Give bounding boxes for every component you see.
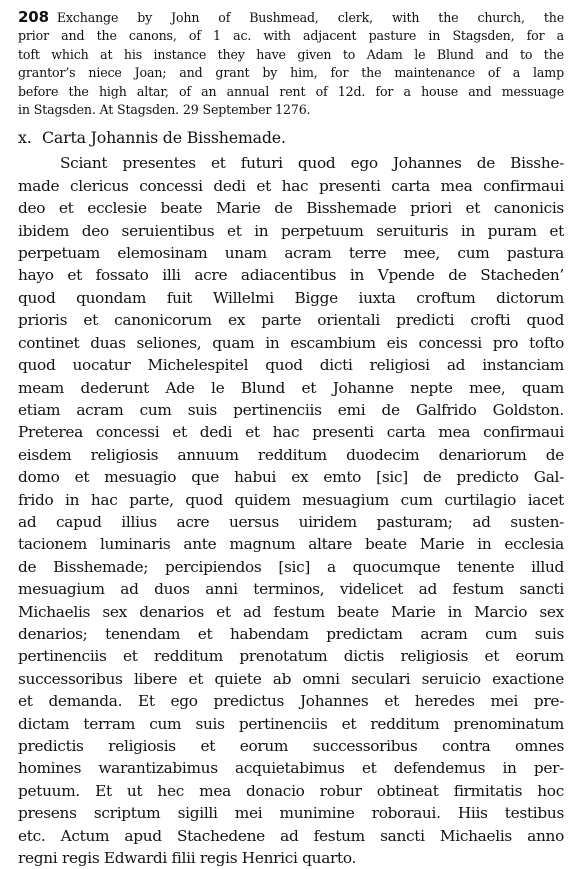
charter-line: etc. Actum apud Stachedene ad festum sancti Michaelis anno <box>18 826 564 845</box>
charter-line: domo et mesuagio que habui ex emto [sic] de predicto Gal- <box>18 468 564 487</box>
charter-line: mesuagium ad duos anni terminos, videlicet ad festum sancti <box>18 580 564 599</box>
summary-line: toft which at his instance they have given to Adam le Blund and to the <box>18 46 564 62</box>
charter-mark: x. <box>18 128 32 148</box>
charter-line: de Bisshemade; percipiendos [sic] a quocumque tenente illud <box>18 557 564 576</box>
charter-line: ad capud illius acre uersus uiridem pasturam; ad susten- <box>18 512 564 531</box>
charter-line: Preterea concessi et dedi et hac presenti carta mea confirmaui <box>18 423 564 442</box>
summary-line: in Stagsden. At Stagsden. 29 September 1276. <box>18 102 311 118</box>
charter-line: made clericus concessi dedi et hac presenti carta mea confirmaui <box>18 176 564 195</box>
summary-line: before the high altar, of an annual rent of 12d. for a house and messuage <box>18 83 564 99</box>
charter-line: homines warantizabimus acquietabimus et defendemus in per- <box>18 759 564 778</box>
charter-line: deo et ecclesie beate Marie de Bisshemade priori et canonicis <box>18 199 564 218</box>
charter-line: petuum. Et ut hec mea donacio robur obtineat firmitatis hoc <box>18 781 564 800</box>
charter-line: perpetuam elemosinam unam acram terre mee, cum pastura <box>18 244 564 263</box>
charter-line: frido in hac parte, quod quidem mesuagium cum curtilagio iacet <box>18 490 564 509</box>
charter-line: prioris et canonicorum ex parte orientali predicti crofti quod <box>18 311 564 330</box>
entry-number: 208 <box>18 8 49 26</box>
charter-line: meam dederunt Ade le Blund et Johanne nepte mee, quam <box>18 378 564 397</box>
document-page <box>18 8 564 869</box>
charter-line: presens scriptum sigilli mei munimine roboraui. Hiis testibus <box>18 804 564 823</box>
charter-line: denarios; tenendam et habendam predictam acram cum suis <box>18 624 564 643</box>
charter-title: Carta Johannis de Bisshemade. <box>42 128 286 148</box>
charter-line: quod uocatur Michelespitel quod dicti religiosi ad instanciam <box>18 356 564 375</box>
entry-summary <box>18 8 564 119</box>
charter-line: hayo et fossato illi acre adiacentibus in Vpende de Stacheden’ <box>18 266 564 285</box>
charter-line: quod quondam fuit Willelmi Bigge iuxta croftum dictorum <box>18 288 564 307</box>
charter-line: et demanda. Et ego predictus Johannes et heredes mei pre- <box>18 692 564 711</box>
charter-line: eisdem religiosis annuum redditum duodecim denariorum de <box>18 445 564 464</box>
charter-line: pertinenciis et redditum prenotatum dictis religiosis et eorum <box>18 647 564 666</box>
charter-line: etiam acram cum suis pertinenciis emi de Galfrido Goldston. <box>18 400 564 419</box>
charter-line: regni regis Edwardi filii regis Henrici quarto. <box>18 849 357 868</box>
charter-text <box>18 152 564 869</box>
charter-line: ibidem deo seruientibus et in perpetuum seruituris in puram et <box>18 221 564 240</box>
charter-line: predictis religiosis et eorum successoribus contra omnes <box>18 737 564 755</box>
charter-line: tacionem luminaris ante magnum altare beate Marie in ecclesia <box>18 535 564 554</box>
summary-line: prior and the canons, of 1 ac. with adjacent pasture in Stagsden, for a <box>18 28 564 44</box>
charter-line: successoribus libere et quiete ab omni seculari seruicio exactione <box>18 669 564 688</box>
charter-heading <box>18 128 564 148</box>
summary-line: grantor’s niece Joan; and grant by him, for the maintenance of a lamp <box>18 65 564 81</box>
charter-line: dictam terram cum suis pertinenciis et redditum prenominatum <box>18 714 564 733</box>
charter-line: continet duas seliones, quam in escambium eis concessi pro tofto <box>18 333 564 352</box>
charter-line: Sciant presentes et futuri quod ego Johannes de Bisshe- <box>60 154 564 173</box>
charter-line: Michaelis sex denarios et ad festum beate Marie in Marcio sex <box>18 602 564 621</box>
summary-line: Exchange by John of Bushmead, clerk, with the church, the <box>56 10 564 25</box>
